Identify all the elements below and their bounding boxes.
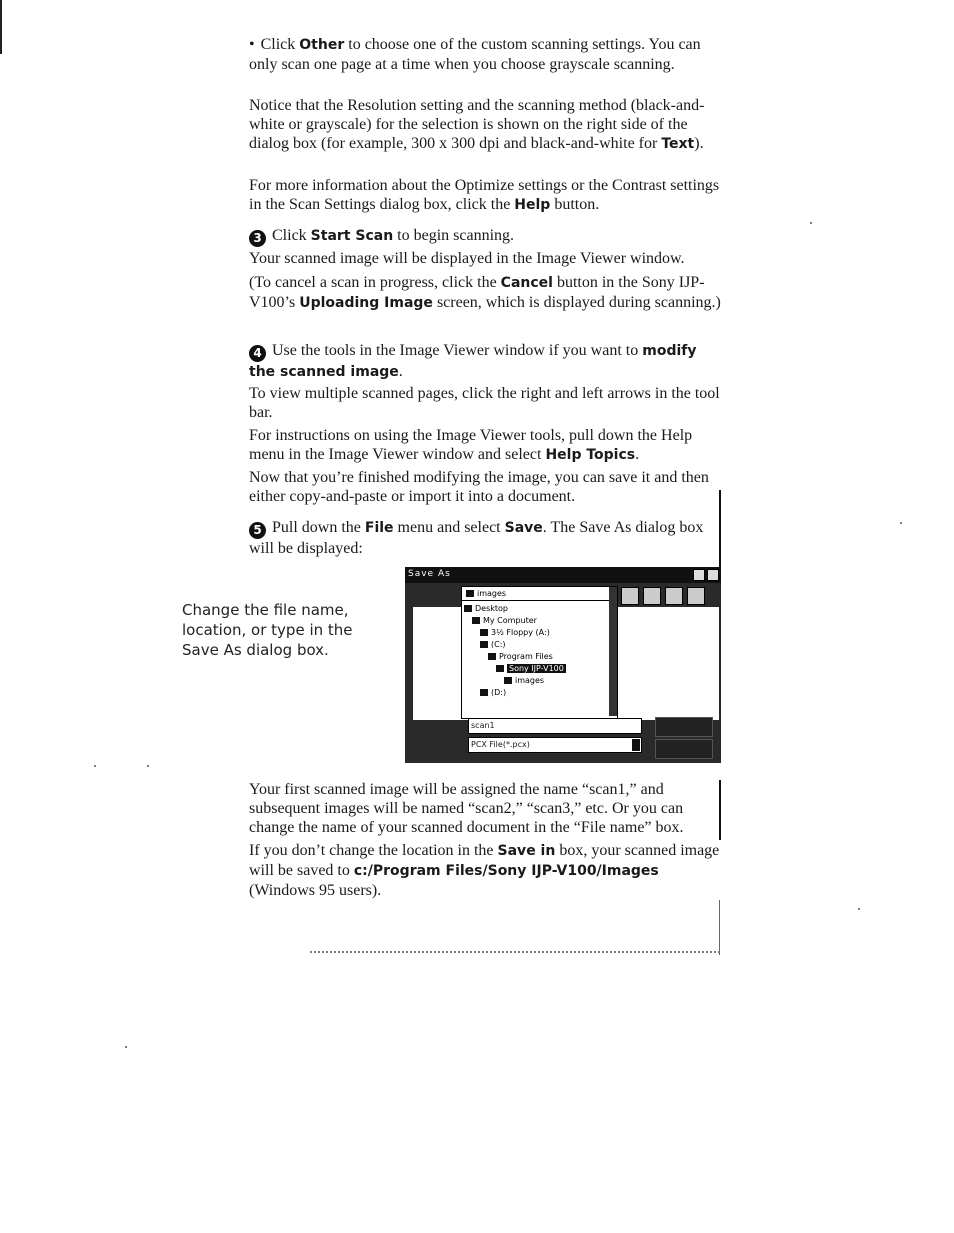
figure-caption: Change the file name, location, or type in the Save As dialog box. <box>182 601 353 659</box>
step-3-start-scan: 3 Click Start Scan to begin scanning. <box>249 226 727 247</box>
step-number-badge: 5 <box>249 522 266 539</box>
close-icon[interactable] <box>707 569 719 581</box>
chevron-down-icon <box>632 739 640 751</box>
drive-icon <box>480 689 488 696</box>
dialog-title: Save As <box>408 569 451 579</box>
dotted-rule <box>310 951 720 953</box>
file-type-select[interactable]: PCX File(*.pcx) <box>468 737 642 753</box>
tree-item-desktop[interactable]: Desktop <box>464 604 508 614</box>
step-5-save: 5 Pull down the File menu and select Save. The Save As dialog box will be displayed: <box>249 519 704 557</box>
tree-item-drive-c[interactable]: (C:) <box>480 640 506 650</box>
folder-icon <box>496 665 504 672</box>
save-button[interactable] <box>655 717 713 737</box>
paragraph-more-info: For more information about the Optimize settings or the Contrast settings in the Scan Settings dialog box, click the Help button. <box>249 177 720 213</box>
paragraph-multiple-pages: To view multiple scanned pages, click the right and left arrows in the tool bar. <box>249 385 720 421</box>
save-in-dropdown[interactable] <box>461 586 618 719</box>
dropdown-scrollbar[interactable] <box>609 587 617 716</box>
dialog-title-bar <box>405 567 721 583</box>
step-number-badge: 4 <box>249 345 266 362</box>
scan-speck <box>900 522 902 524</box>
paragraph-help-topics: For instructions on using the Image Viewer tools, pull down the Help menu in the Image Viewer window and select Help Topics. <box>249 427 693 463</box>
paragraph-location: If you don’t change the location in the Save in box, your scanned image will be saved to c:/Program Files/Sony IJP-V100/Images (Windows 95 users). <box>249 842 720 899</box>
tree-item-my-computer[interactable]: My Computer <box>472 616 537 626</box>
margin-rule <box>719 900 720 955</box>
help-icon[interactable] <box>693 569 705 581</box>
paragraph-displayed: Your scanned image will be displayed in the Image Viewer window. <box>249 250 685 267</box>
up-folder-icon[interactable] <box>621 587 639 605</box>
tree-item-program-files[interactable]: Program Files <box>488 652 553 662</box>
paragraph-cancel: (To cancel a scan in progress, click the Cancel button in the Sony IJP-V100’s Uploading Image screen, which is displayed during scanning.) <box>249 274 721 311</box>
bullet-marker: • <box>249 36 255 53</box>
scan-speck <box>147 765 149 767</box>
tree-item-sony[interactable]: Sony IJP-V100 <box>496 664 566 674</box>
scan-speck <box>125 1046 127 1048</box>
paragraph-finished: Now that you’re finished modifying the image, you can save it and then either copy-and-paste or import it into a document. <box>249 469 709 505</box>
margin-rule <box>719 780 721 840</box>
scan-speck <box>858 908 860 910</box>
paragraph-notice: Notice that the Resolution setting and the scanning method (black-and-white or grayscale) for the selection is shown on the right side of the dialog box (for example, 300 x 300 dpi and black-and-white for Text). <box>249 97 705 152</box>
save-as-dialog <box>405 567 721 763</box>
paragraph-first-name: Your first scanned image will be assigned the name “scan1,” and subsequent images will be named “scan2,” “scan3,” etc. Or you can change the name of your scanned document in the “File name” box. <box>249 781 684 836</box>
desktop-icon <box>464 605 472 612</box>
step-4-modify-image: 4 Use the tools in the Image Viewer window if you want to modify the scanned image. <box>249 342 697 380</box>
save-in-current[interactable]: images <box>462 587 615 601</box>
computer-icon <box>472 617 480 624</box>
folder-icon <box>466 590 474 597</box>
page-edge-line <box>0 0 2 54</box>
folder-icon <box>504 677 512 684</box>
margin-rule <box>719 490 721 570</box>
details-view-icon[interactable] <box>687 587 705 605</box>
floppy-icon <box>480 629 488 636</box>
paragraph-other: • Click Other to choose one of the custom scanning settings. You can only scan one page at a time when you choose grayscale scanning. <box>249 36 701 73</box>
list-view-icon[interactable] <box>665 587 683 605</box>
scan-speck <box>94 765 96 767</box>
new-folder-icon[interactable] <box>643 587 661 605</box>
step-number-badge: 3 <box>249 230 266 247</box>
folder-icon <box>488 653 496 660</box>
tree-item-images[interactable]: images <box>504 676 544 686</box>
file-name-input[interactable]: scan1 <box>468 718 642 734</box>
cancel-button[interactable] <box>655 739 713 759</box>
tree-item-floppy[interactable]: 3½ Floppy (A:) <box>480 628 550 638</box>
tree-item-drive-d[interactable]: (D:) <box>480 688 506 698</box>
drive-icon <box>480 641 488 648</box>
scan-speck <box>810 222 812 224</box>
